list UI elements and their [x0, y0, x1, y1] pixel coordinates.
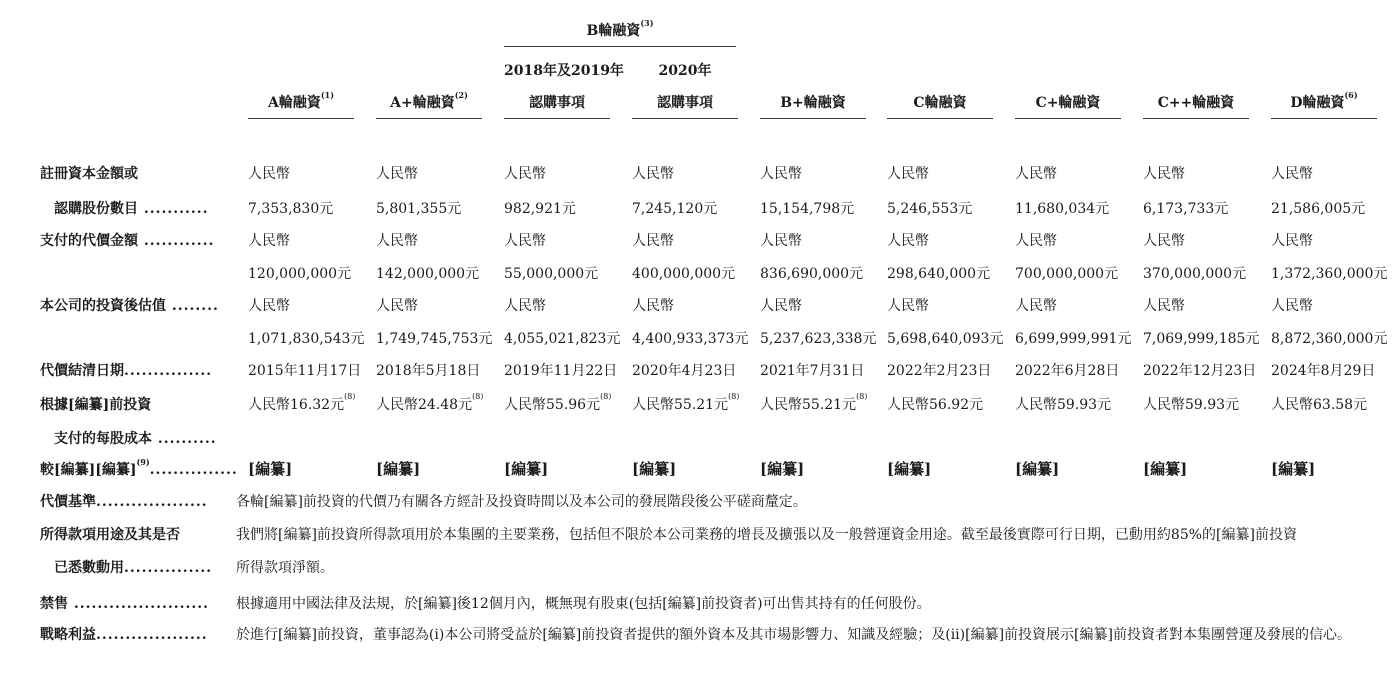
b-group-note: (3)	[640, 18, 654, 28]
label-reg-capital-1	[40, 163, 138, 183]
cell-valuation: 6,699,999,991元	[1015, 331, 1132, 347]
cell-consideration: 1,372,360,000元	[1271, 266, 1388, 282]
cell-cost-note: (8)	[856, 392, 868, 401]
cell-cost-note: (8)	[600, 392, 612, 401]
cell-currency: 人民幣	[504, 166, 546, 182]
label-use-1-text: 所得款項用途及其是否	[40, 527, 180, 543]
cell-cost	[760, 394, 867, 414]
cell-currency: 人民幣	[887, 233, 929, 249]
cell-cost-value: 人民幣59.93元	[1015, 397, 1112, 413]
cell-cost	[1015, 394, 1111, 414]
column-header-label: C輪融資	[913, 95, 967, 111]
label-basis	[40, 491, 208, 511]
column-header-line1: 2018年及2019年	[504, 63, 624, 79]
cell-currency: 人民幣	[1015, 298, 1057, 314]
cell-cost-value: 人民幣55.21元	[632, 397, 729, 413]
paragraph-lockup: 根據適用中國法律及法規，於[編纂]後12個月內，概無現有股東(包括[編纂]前投資者)可出售其持有的任何股份。	[236, 596, 931, 612]
cell-currency: 人民幣	[760, 233, 802, 249]
cell-cost-value: 人民幣56.92元	[887, 397, 984, 413]
cell-consideration: 142,000,000元	[376, 266, 480, 282]
cell-reg-capital: 6,173,733元	[1143, 201, 1229, 217]
cell-valuation: 5,237,623,338元	[760, 331, 877, 347]
label-discount-note: (9)	[136, 457, 150, 467]
label-cost-2-text: 支付的每股成本	[54, 431, 152, 447]
cell-valuation: 4,055,021,823元	[504, 331, 621, 347]
cell-currency: 人民幣	[1271, 233, 1313, 249]
label-valuation-text: 本公司的投資後估值	[40, 298, 166, 314]
column-header-label: C++輪融資	[1157, 95, 1235, 111]
b-group-title: B輪融資	[586, 23, 641, 39]
column-header-rule	[1143, 118, 1249, 119]
column-header-rule	[760, 118, 866, 119]
cell-currency: 人民幣	[248, 166, 290, 182]
label-lockup	[40, 593, 209, 613]
cell-cost-note: (8)	[472, 392, 484, 401]
column-header	[504, 92, 610, 112]
column-header-label: C+輪融資	[1035, 95, 1101, 111]
paragraph-strategic: 於進行[編纂]前投資，董事認為(i)本公司將受益於[編纂]前投資者提供的額外資本及其市場影響力、知識及經驗；及(ii)[編纂]前投資展示[編纂]前投資者對本集團營運及發展的信心。	[236, 627, 1351, 643]
cell-currency: 人民幣	[248, 298, 290, 314]
column-header-label: A+輪融資	[390, 95, 455, 111]
cell-discount: [編纂]	[887, 460, 932, 478]
cell-cost-value: 人民幣55.21元	[760, 397, 857, 413]
column-header-note: (6)	[1344, 90, 1358, 100]
cell-currency: 人民幣	[504, 233, 546, 249]
column-header-note: (2)	[454, 90, 468, 100]
cell-currency: 人民幣	[1143, 166, 1185, 182]
column-header-rule	[504, 118, 610, 119]
cell-valuation: 7,069,999,185元	[1143, 331, 1260, 347]
column-header	[887, 92, 993, 112]
cell-currency: 人民幣	[1015, 233, 1057, 249]
leader-dots: ...............	[124, 363, 213, 379]
column-header-rule	[248, 118, 354, 119]
cell-consideration: 298,640,000元	[887, 266, 991, 282]
label-consideration	[40, 230, 214, 250]
column-header-label: D輪融資	[1290, 95, 1345, 111]
cell-valuation: 1,071,830,543元	[248, 331, 365, 347]
column-header	[760, 92, 866, 112]
cell-settle-date: 2024年8月29日	[1271, 363, 1376, 379]
cell-settle-date: 2021年7月31日	[760, 363, 865, 379]
cell-currency: 人民幣	[376, 298, 418, 314]
leader-dots: ...................	[96, 494, 208, 510]
cell-cost-value: 人民幣24.48元	[376, 397, 473, 413]
column-header-note: (1)	[320, 90, 334, 100]
cell-reg-capital: 982,921元	[504, 201, 576, 217]
cell-currency: 人民幣	[248, 233, 290, 249]
label-strategic-text: 戰略利益	[40, 627, 96, 643]
cell-cost	[376, 394, 483, 414]
cell-valuation: 1,749,745,753元	[376, 331, 493, 347]
paragraph-basis: 各輪[編纂]前投資的代價乃有關各方經計及投資時間以及本公司的發展階段後公平磋商釐定。	[236, 494, 807, 510]
label-discount	[40, 459, 238, 479]
cell-discount: [編纂]	[504, 460, 549, 478]
column-header-label: 認購事項	[657, 95, 713, 111]
cell-cost	[1143, 394, 1239, 414]
b-group-header	[504, 20, 736, 40]
cell-valuation: 5,698,640,093元	[887, 331, 1004, 347]
label-use-2	[54, 557, 212, 577]
label-cost-2	[54, 428, 217, 448]
column-header-rule	[887, 118, 993, 119]
cell-settle-date: 2019年11月22日	[504, 363, 618, 379]
label-cost-1-text: 根據[編纂]前投資	[40, 397, 152, 413]
paragraph-use-1: 我們將[編纂]前投資所得款項用於本集團的主要業務，包括但不限於本公司業務的增長及擴張以及一般營運資金用途。截至最後實際可行日期，已動用約85%的[編纂]前投資	[236, 527, 1297, 543]
paragraph-use-2: 所得款項淨額。	[236, 560, 334, 576]
label-settle-date	[40, 360, 212, 380]
cell-discount: [編纂]	[376, 460, 421, 478]
leader-dots: ...............	[149, 462, 238, 478]
cell-consideration: 700,000,000元	[1015, 266, 1119, 282]
cell-cost	[248, 394, 355, 414]
label-lockup-text: 禁售	[40, 596, 68, 612]
leader-dots: ..........	[152, 431, 217, 447]
column-header-rule	[376, 118, 482, 119]
cell-settle-date: 2022年2月23日	[887, 363, 992, 379]
leader-dots: ............	[138, 233, 215, 249]
cell-consideration: 370,000,000元	[1143, 266, 1247, 282]
cell-currency: 人民幣	[1143, 298, 1185, 314]
cell-cost-value: 人民幣55.96元	[504, 397, 601, 413]
column-header	[1143, 92, 1249, 112]
cell-settle-date: 2022年12月23日	[1143, 363, 1257, 379]
cell-currency: 人民幣	[632, 298, 674, 314]
cell-currency: 人民幣	[887, 298, 929, 314]
column-header	[376, 92, 482, 112]
column-header	[1271, 92, 1377, 112]
leader-dots: ...................	[96, 627, 208, 643]
leader-dots: ........	[166, 298, 219, 314]
cell-cost	[632, 394, 739, 414]
cell-consideration: 55,000,000元	[504, 266, 599, 282]
cell-currency: 人民幣	[760, 298, 802, 314]
cell-currency: 人民幣	[632, 233, 674, 249]
column-header-line1: 2020年	[658, 63, 712, 79]
cell-cost-note: (8)	[728, 392, 740, 401]
label-valuation	[40, 295, 219, 315]
cell-currency: 人民幣	[376, 166, 418, 182]
leader-dots: ...............	[124, 560, 213, 576]
column-header	[632, 92, 738, 112]
cell-cost	[1271, 394, 1367, 414]
column-header-label: 認購事項	[529, 95, 585, 111]
cell-settle-date: 2022年6月28日	[1015, 363, 1120, 379]
cell-discount: [編纂]	[248, 460, 293, 478]
column-header-rule	[1271, 118, 1377, 119]
column-header-label: B+輪融資	[780, 95, 846, 111]
cell-reg-capital: 15,154,798元	[760, 201, 855, 217]
cell-currency: 人民幣	[1271, 166, 1313, 182]
cell-discount: [編纂]	[760, 460, 805, 478]
b-group-rule	[504, 46, 736, 47]
cell-cost	[887, 394, 983, 414]
label-discount-text: 較[編纂][編纂]	[40, 462, 137, 478]
cell-currency: 人民幣	[760, 166, 802, 182]
cell-discount: [編纂]	[1015, 460, 1060, 478]
column-header-rule	[1015, 118, 1121, 119]
column-header	[248, 92, 354, 112]
cell-discount: [編纂]	[1143, 460, 1188, 478]
cell-currency: 人民幣	[1015, 166, 1057, 182]
cell-currency: 人民幣	[632, 166, 674, 182]
cell-reg-capital: 5,801,355元	[376, 201, 462, 217]
label-use-2-text: 已悉數動用	[54, 560, 124, 576]
cell-consideration: 400,000,000元	[632, 266, 736, 282]
cell-currency: 人民幣	[376, 233, 418, 249]
label-reg-capital-1-text: 註冊資本金額或	[40, 166, 138, 182]
label-basis-text: 代價基準	[40, 494, 96, 510]
label-settle-date-text: 代價結清日期	[40, 363, 124, 379]
column-header-label: A輪融資	[267, 95, 321, 111]
cell-consideration: 120,000,000元	[248, 266, 352, 282]
cell-cost	[504, 394, 611, 414]
cell-currency: 人民幣	[1143, 233, 1185, 249]
label-cost-1	[40, 394, 151, 414]
cell-currency: 人民幣	[1271, 298, 1313, 314]
cell-valuation: 4,400,933,373元	[632, 331, 749, 347]
label-consideration-text: 支付的代價金額	[40, 233, 138, 249]
label-use-1	[40, 524, 180, 544]
label-reg-capital-2-text: 認購股份數目	[54, 201, 138, 217]
cell-reg-capital: 21,586,005元	[1271, 201, 1366, 217]
cell-settle-date: 2015年11月17日	[248, 363, 362, 379]
cell-reg-capital: 5,246,553元	[887, 201, 973, 217]
cell-cost-value: 人民幣16.32元	[248, 397, 345, 413]
cell-cost-value: 人民幣59.93元	[1143, 397, 1240, 413]
column-header	[1015, 92, 1121, 112]
cell-cost-note: (8)	[344, 392, 356, 401]
cell-reg-capital: 7,245,120元	[632, 201, 718, 217]
cell-reg-capital: 11,680,034元	[1015, 201, 1110, 217]
cell-consideration: 836,690,000元	[760, 266, 864, 282]
cell-discount: [編纂]	[632, 460, 677, 478]
cell-settle-date: 2018年5月18日	[376, 363, 481, 379]
cell-settle-date: 2020年4月23日	[632, 363, 737, 379]
leader-dots: .......................	[68, 596, 209, 612]
cell-discount: [編纂]	[1271, 460, 1316, 478]
cell-valuation: 8,872,360,000元	[1271, 331, 1388, 347]
cell-cost-value: 人民幣63.58元	[1271, 397, 1368, 413]
cell-currency: 人民幣	[504, 298, 546, 314]
cell-reg-capital: 7,353,830元	[248, 201, 334, 217]
leader-dots: ...........	[138, 201, 209, 217]
column-header-rule	[632, 118, 738, 119]
label-reg-capital-2	[54, 198, 209, 218]
cell-currency: 人民幣	[887, 166, 929, 182]
label-strategic	[40, 624, 208, 644]
